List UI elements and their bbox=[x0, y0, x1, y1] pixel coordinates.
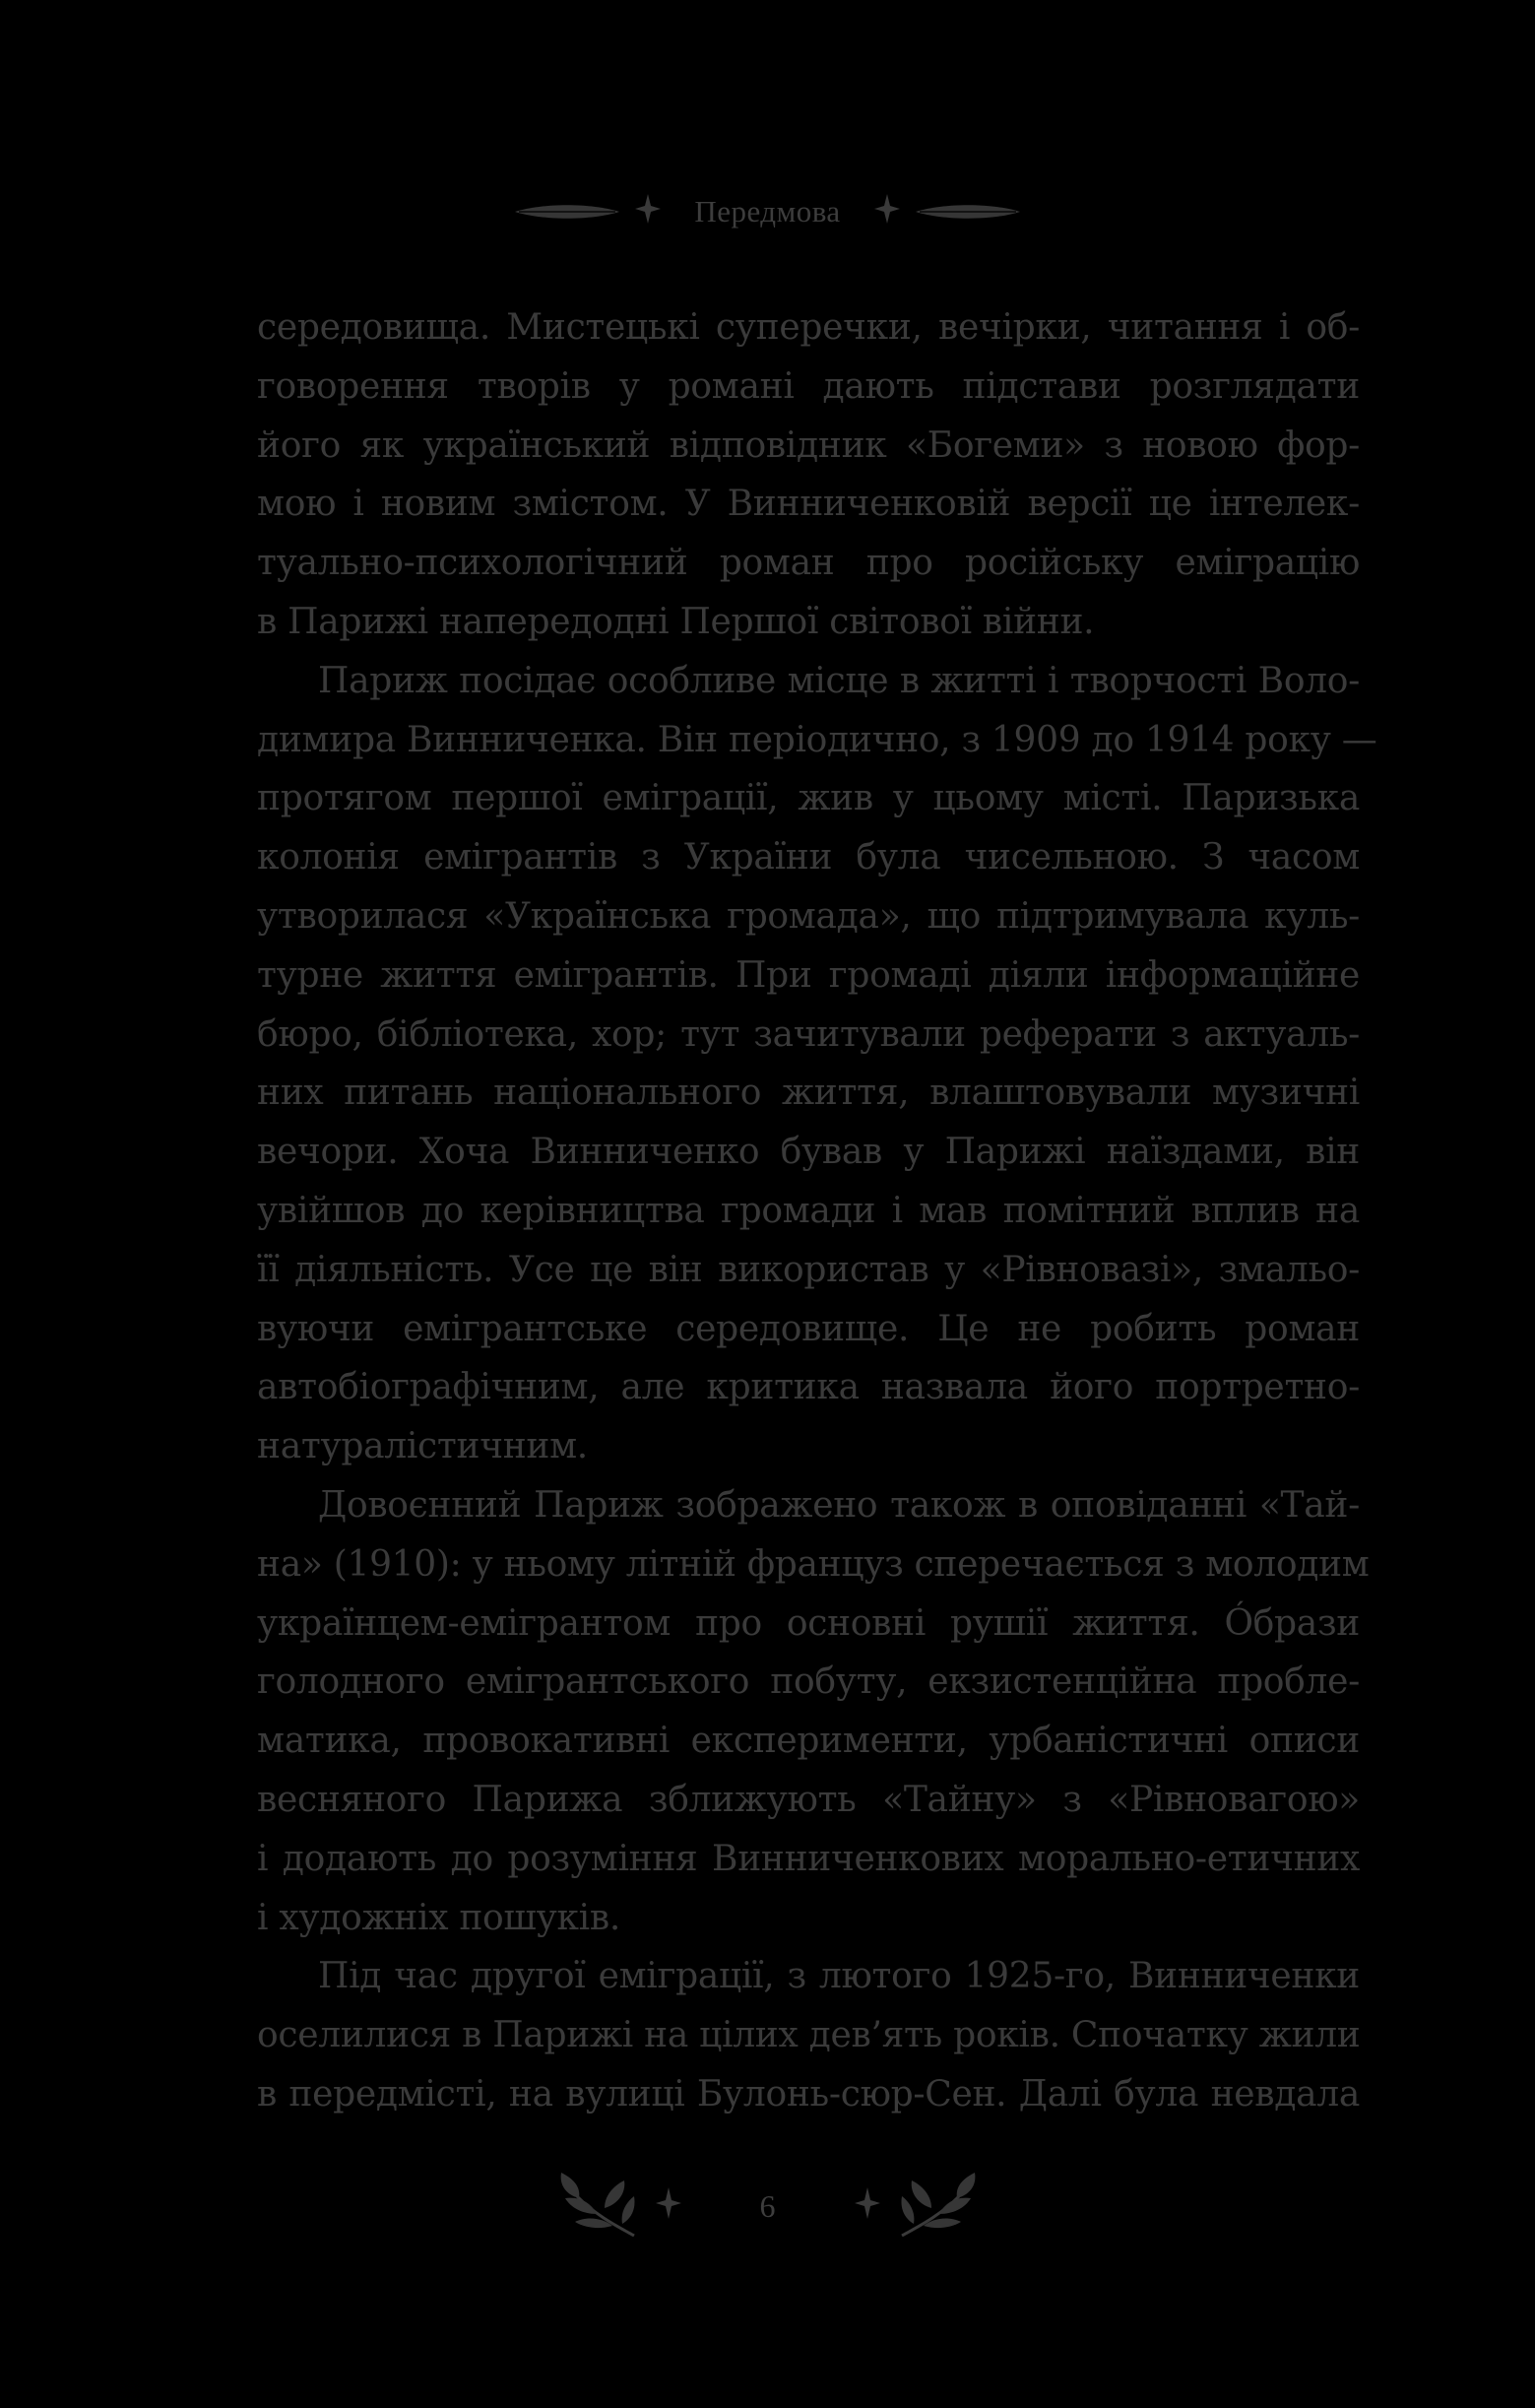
text-line: бюро, бібліотека, хор; тут зачитували реферати з актуаль- bbox=[257, 1013, 1360, 1055]
text-line: автобіографічним, але критика назвала його портретно- bbox=[257, 1367, 1360, 1408]
text-line: туально-психологічний роман про російську еміграцію bbox=[257, 543, 1360, 584]
text-line: димира Винниченка. Він періодично, з 1909 до 1914 року — bbox=[257, 719, 1377, 760]
leaf-ornament-right-icon bbox=[914, 201, 1022, 223]
four-point-star-left-icon bbox=[656, 2187, 681, 2225]
text-line: них питань національного життя, влаштовували музичні bbox=[257, 1073, 1360, 1114]
four-point-star-right-icon bbox=[874, 194, 900, 229]
running-header bbox=[0, 187, 1535, 236]
page-number: 6 bbox=[759, 2187, 776, 2224]
text-line: в Парижі напередодні Першої світової війни. bbox=[257, 601, 1095, 642]
leaf-ornament-left-icon bbox=[513, 201, 621, 223]
text-line: голодного емігрантського побуту, екзистенційна пробле- bbox=[257, 1661, 1360, 1703]
paragraph-3 bbox=[257, 1476, 1370, 1947]
text-line: і художніх пошуків. bbox=[257, 1897, 620, 1938]
text-line: протягом першої еміграції, жив у цьому місті. Паризька bbox=[257, 778, 1360, 819]
text-line: Довоєнний Париж зображено також в оповіданні «Тай- bbox=[318, 1484, 1360, 1526]
paragraph-2 bbox=[257, 652, 1377, 1476]
text-line: утворилася «Українська громада», що підтримувала куль- bbox=[257, 895, 1360, 937]
text-line: увійшов до керівництва громади і мав помітний вплив на bbox=[257, 1190, 1360, 1231]
four-point-star-left-icon bbox=[635, 194, 661, 229]
text-line: оселилися в Парижі на цілих дев’ять років. Спочатку жили bbox=[257, 2015, 1361, 2056]
text-line: її діяльність. Усе це він використав у «Рівновазі», змальо- bbox=[257, 1249, 1360, 1290]
text-line: натуралістичним. bbox=[257, 1426, 588, 1467]
text-line: турне життя емігрантів. При громаді діяли інформаційне bbox=[257, 954, 1360, 996]
text-line: матика, провокативні експерименти, урбаністичні описи bbox=[257, 1721, 1360, 1762]
text-line: в передмісті, на вулиці Булонь-сюр-Сен. Далі була невдала bbox=[257, 2073, 1360, 2115]
floral-sprig-right-icon bbox=[900, 2167, 979, 2245]
text-line: мою і новим змістом. У Винниченковій версії це інтелек- bbox=[257, 484, 1360, 525]
text-line: вечори. Хоча Винниченко бував у Парижі наїздами, він bbox=[257, 1132, 1360, 1173]
text-line: і додають до розуміння Винниченкових морально-етичних bbox=[257, 1838, 1360, 1879]
text-line: українцем-емігрантом про основні рушії життя. Óбрази bbox=[257, 1602, 1360, 1644]
text-line: весняного Парижа зближують «Тайну» з «Рівновагою» bbox=[257, 1779, 1360, 1820]
text-line: колонія емігрантів з України була чисельною. З часом bbox=[257, 837, 1360, 879]
page-footer bbox=[0, 2157, 1535, 2255]
paragraph-1 bbox=[257, 298, 1360, 652]
floral-sprig-left-icon bbox=[557, 2167, 636, 2245]
text-line: Під час другої еміграції, з лютого 1925-го, Винниченки bbox=[318, 1956, 1360, 1997]
text-line: на» (1910): у ньому літній француз сперечається з молодим bbox=[257, 1543, 1370, 1585]
text-line: вуючи емігрантське середовище. Це не робить роман bbox=[257, 1308, 1360, 1349]
text-line: середовища. Мистецькі суперечки, вечірки, читання і об- bbox=[257, 307, 1360, 348]
running-title: Передмова bbox=[694, 194, 841, 228]
text-line: його як український відповідник «Богеми» з новою фор- bbox=[257, 424, 1360, 466]
text-line: Париж посідає особливе місце в житті і творчості Воло- bbox=[318, 660, 1360, 701]
paragraph-4 bbox=[257, 1947, 1360, 2123]
text-line: говорення творів у романі дають підстави розглядати bbox=[257, 365, 1360, 407]
four-point-star-right-icon bbox=[855, 2187, 880, 2225]
body-text bbox=[257, 298, 1377, 2124]
